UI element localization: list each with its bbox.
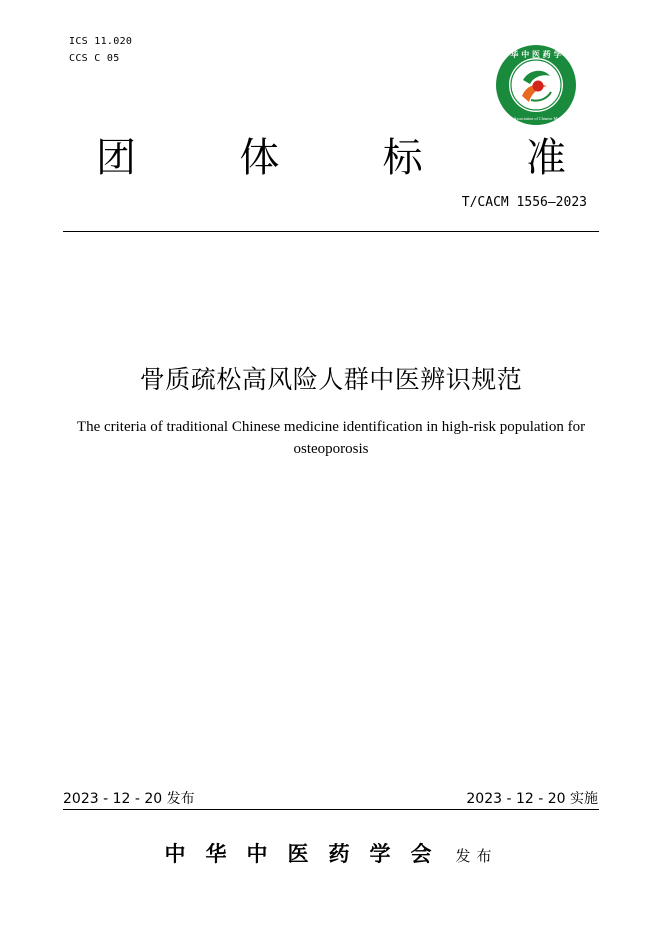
classification-codes xyxy=(69,33,132,67)
ics-code: ICS 11.020 xyxy=(69,36,133,47)
standard-number: T/CACM 1556—2023 xyxy=(461,195,587,210)
svg-text:中 华 中 医 药 学 会: 中 华 中 医 药 学 会 xyxy=(499,50,573,59)
release-date: 2023 - 12 - 20 发布 xyxy=(63,791,195,807)
publisher-org: 中华中医药学会 xyxy=(164,842,452,866)
chinese-title: 骨质疏松高风险人群中医辨识规范 xyxy=(139,365,523,394)
association-seal-icon xyxy=(495,44,577,126)
top-divider xyxy=(63,231,599,232)
publisher-suffix: 发布 xyxy=(455,847,498,865)
publisher-line xyxy=(0,838,662,868)
association-logo xyxy=(495,44,577,126)
english-title-line-1: The criteria of traditional Chinese medicine identification in high-risk population for xyxy=(76,419,586,435)
doc-type-char-1: 团 xyxy=(96,134,136,181)
implementation-date: 2023 - 12 - 20 实施 xyxy=(466,791,598,807)
english-title xyxy=(62,416,600,460)
document-type-heading xyxy=(96,126,566,182)
bottom-divider xyxy=(63,809,599,810)
english-title-line-2: osteoporosis xyxy=(293,441,369,457)
doc-type-char-2: 体 xyxy=(239,134,280,181)
ccs-code: CCS C 05 xyxy=(69,53,120,64)
doc-type-char-3: 标 xyxy=(382,134,423,181)
svg-text:China Association of Chinese M: China Association of Chinese Medicine xyxy=(502,116,570,121)
doc-type-char-4: 准 xyxy=(525,134,566,181)
